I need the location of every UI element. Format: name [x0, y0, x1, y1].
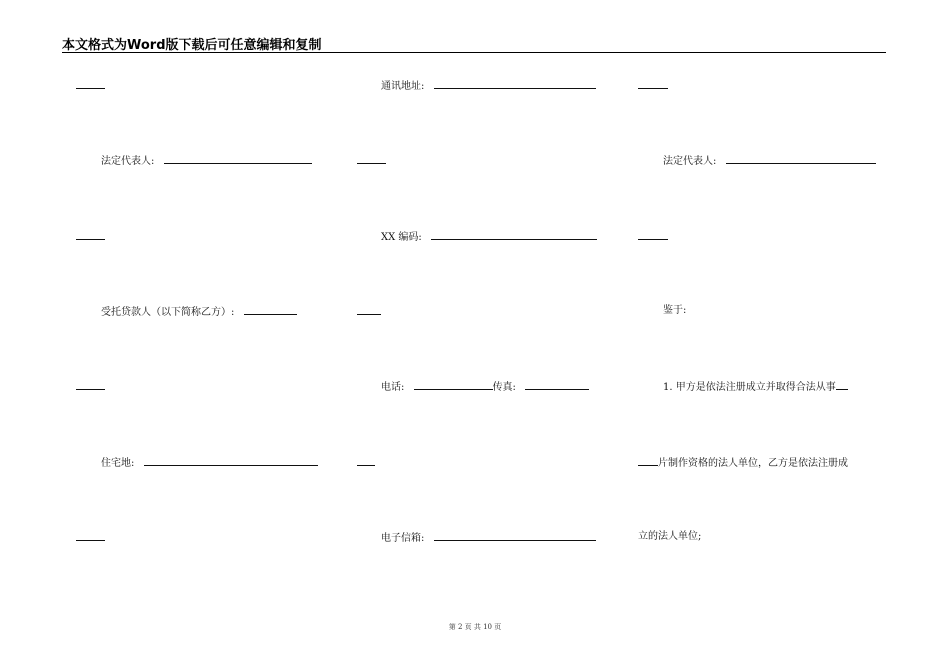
clause-line-3	[638, 530, 701, 544]
right-representative-label: 法定代表人:	[663, 156, 717, 167]
right-representative-blank	[726, 153, 876, 164]
fax-label: 传真:	[492, 382, 516, 393]
left-blank-3	[76, 379, 105, 395]
residence-row	[101, 455, 318, 471]
postal-row	[381, 229, 597, 245]
middle-blank-2	[357, 304, 381, 320]
residence-blank	[144, 455, 318, 466]
middle-blank-1	[357, 153, 386, 169]
left-blank-4	[76, 530, 105, 546]
fax-blank	[525, 379, 589, 390]
borrower-blank	[244, 304, 297, 315]
borrower-row	[101, 304, 297, 320]
phone-label: 电话:	[381, 382, 405, 393]
right-blank-1	[638, 78, 668, 94]
whereas-label: 鉴于:	[663, 305, 687, 316]
left-blank-1	[76, 78, 105, 94]
clause-line-2-text: 片制作资格的法人单位，乙方是依法注册成	[658, 458, 848, 469]
address-blank	[434, 78, 596, 89]
header-title: 本文格式为Word版下载后可任意编辑和复制	[62, 38, 322, 53]
right-blank-2	[638, 229, 668, 245]
left-representative-blank	[164, 153, 312, 164]
left-blank-2	[76, 229, 105, 245]
clause-line-1-text: 1. 甲方是依法注册成立并取得合法从事	[663, 382, 836, 393]
address-row	[381, 78, 596, 94]
left-representative-label: 法定代表人:	[101, 156, 155, 167]
middle-blank-3	[357, 455, 375, 471]
document-header	[62, 32, 886, 53]
clause-line-2-blank	[638, 455, 658, 466]
residence-label: 住宅地:	[101, 458, 135, 469]
postal-blank	[431, 229, 597, 240]
email-row	[381, 530, 596, 546]
clause-line-3-text: 立的法人单位;	[638, 531, 702, 542]
clause-line-2	[638, 455, 848, 471]
clause-line-1	[663, 379, 848, 395]
email-label: 电子信箱:	[381, 533, 425, 544]
phone-fax-row	[381, 379, 589, 395]
right-representative-row	[663, 153, 876, 169]
page-footer: 第 2 页 共 10 页	[448, 623, 502, 631]
borrower-label: 受托贷款人（以下简称乙方）:	[101, 307, 235, 318]
email-blank	[434, 530, 596, 541]
postal-label: XX 编码:	[381, 232, 422, 243]
clause-line-1-blank	[836, 379, 848, 390]
address-label: 通讯地址:	[381, 81, 425, 92]
phone-blank	[414, 379, 493, 390]
left-representative-row	[101, 153, 312, 169]
whereas-row	[663, 304, 686, 318]
